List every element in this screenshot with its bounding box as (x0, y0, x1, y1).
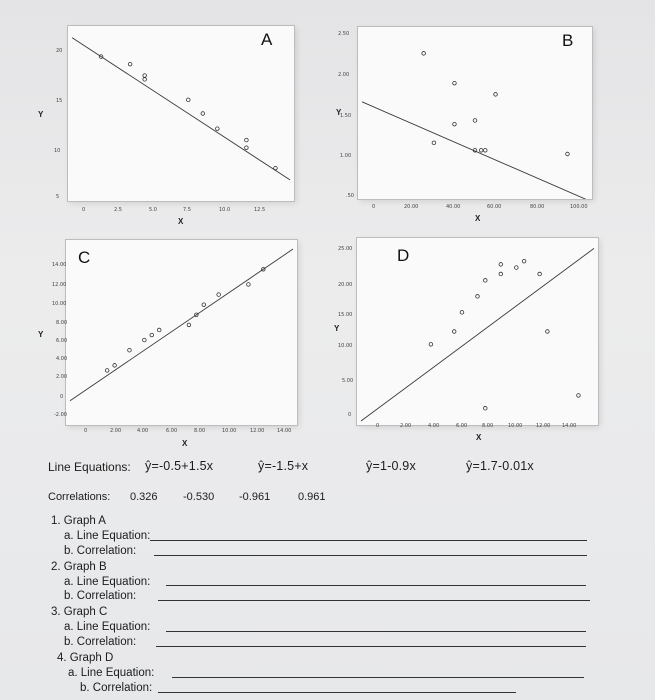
scatterplot-b (358, 27, 592, 199)
x-tick: 14.00 (277, 428, 292, 434)
correlation-prompt: b. Correlation: (64, 545, 137, 557)
x-tick: 6.00 (456, 423, 468, 429)
data-point (515, 266, 519, 270)
answer-blank[interactable] (166, 631, 586, 632)
y-tick: 15 (56, 98, 63, 104)
data-point (128, 62, 132, 66)
x-tick: 4.00 (428, 423, 440, 429)
data-point (245, 146, 249, 150)
y-tick: 1.50 (340, 113, 352, 119)
x-tick: 60.00 (487, 204, 502, 210)
data-point (522, 259, 526, 263)
data-point (143, 78, 147, 82)
data-point (483, 406, 487, 410)
y-tick: 10 (54, 148, 61, 154)
correlation-option: 0.326 (130, 491, 158, 503)
x-tick: 12.00 (536, 423, 551, 429)
y-tick: 14.00 (52, 262, 67, 268)
data-point (479, 148, 483, 152)
data-point (432, 141, 436, 145)
equation-option: ŷ=-0.5+1.5x (145, 459, 214, 473)
plot-canvas (66, 240, 297, 425)
answer-blank[interactable] (150, 540, 587, 541)
plot-canvas (357, 238, 598, 425)
regression-line (361, 248, 594, 421)
y-tick: 10.00 (52, 301, 67, 307)
y-tick: 0 (60, 394, 64, 400)
y-tick: 5.00 (342, 378, 354, 384)
regression-line (362, 102, 588, 199)
x-tick: 2.00 (110, 428, 122, 434)
x-tick: 0 (376, 423, 380, 429)
question-heading: 2. Graph B (51, 561, 107, 573)
data-point (143, 338, 147, 342)
y-tick: 6.00 (56, 338, 68, 344)
y-tick: 8.00 (56, 320, 68, 326)
x-tick: 20.00 (404, 204, 419, 210)
line-equation-prompt: a. Line Equation: (68, 667, 155, 679)
line-equation-prompt: a. Line Equation: (64, 530, 151, 542)
y-tick: 0 (348, 412, 352, 418)
y-tick: 1.00 (340, 153, 352, 159)
equation-option: ŷ=-1.5+x (258, 459, 309, 473)
line-equation-prompt: a. Line Equation: (64, 576, 151, 588)
y-tick: .50 (346, 193, 354, 199)
x-tick: 0 (82, 207, 86, 213)
x-tick: 6.00 (166, 428, 178, 434)
x-tick: 5.0 (149, 207, 157, 213)
data-point (128, 348, 132, 352)
plot-canvas (358, 27, 592, 199)
y-axis-label: Y (38, 330, 44, 339)
data-point (577, 394, 581, 398)
x-tick: 10.00 (222, 428, 237, 434)
data-point (186, 98, 190, 102)
data-point (216, 127, 220, 131)
y-tick: 25.00 (338, 246, 353, 252)
question-heading: 4. Graph D (57, 652, 114, 664)
correlation-prompt: b. Correlation: (64, 590, 137, 602)
scatterplot-a (68, 26, 294, 201)
y-axis-label: Y (336, 108, 342, 117)
data-point (217, 293, 221, 297)
x-tick: 0 (84, 428, 88, 434)
regression-line (72, 38, 290, 180)
correlations-label: Correlations: (48, 491, 111, 503)
y-tick: 4.00 (56, 356, 68, 362)
correlation-option: -0.961 (239, 491, 271, 503)
plot-canvas (68, 26, 294, 201)
question-heading: 3. Graph C (51, 606, 108, 618)
x-tick: 10.0 (219, 207, 231, 213)
data-point (452, 330, 456, 334)
answer-blank[interactable] (156, 646, 586, 647)
equation-option: ŷ=1.7-0.01x (466, 459, 534, 473)
correlation-prompt: b. Correlation: (64, 636, 137, 648)
x-tick: 12.5 (254, 207, 266, 213)
graph-letter: C (78, 248, 91, 267)
question-heading: 1. Graph A (51, 515, 106, 527)
data-point (422, 52, 426, 56)
data-point (566, 152, 570, 156)
x-tick: 14.00 (562, 423, 577, 429)
y-tick: 15.00 (338, 312, 353, 318)
scatterplot-d (357, 238, 598, 425)
x-axis-label: X (178, 217, 184, 226)
correlation-option: 0.961 (298, 491, 326, 503)
answer-blank[interactable] (158, 692, 516, 693)
answer-blank[interactable] (158, 600, 590, 601)
x-axis-label: X (182, 439, 188, 448)
data-point (429, 342, 433, 346)
data-point (546, 330, 550, 334)
data-point (494, 93, 498, 97)
data-point (201, 112, 205, 116)
data-point (245, 138, 249, 142)
y-tick: 20 (56, 48, 63, 54)
correlation-option: -0.530 (183, 491, 215, 503)
line-equation-prompt: a. Line Equation: (64, 621, 151, 633)
answer-blank[interactable] (172, 677, 584, 678)
data-point (473, 119, 477, 123)
correlation-prompt: b. Correlation: (80, 682, 153, 694)
x-axis-label: X (475, 214, 481, 223)
scatterplot-c (66, 240, 297, 425)
data-point (143, 74, 147, 78)
data-point (113, 364, 117, 368)
y-axis-label: Y (334, 324, 340, 333)
data-point (476, 295, 480, 299)
y-tick: -2.00 (54, 412, 67, 418)
x-tick: 12.00 (250, 428, 265, 434)
x-tick: 8.00 (482, 423, 494, 429)
data-point (499, 263, 503, 267)
data-point (453, 81, 457, 85)
data-point (483, 148, 487, 152)
data-point (499, 272, 503, 276)
y-tick: 2.00 (56, 374, 68, 380)
answer-blank[interactable] (166, 585, 586, 586)
regression-line (70, 249, 293, 401)
x-tick: 10.00 (508, 423, 523, 429)
data-point (483, 279, 487, 283)
y-tick: 12.00 (52, 282, 67, 288)
data-point (150, 333, 154, 337)
graph-letter: A (261, 30, 273, 49)
x-tick: 100.00 (570, 204, 588, 210)
x-tick: 2.00 (400, 423, 412, 429)
data-point (105, 369, 109, 373)
y-tick: 2.50 (338, 31, 350, 37)
x-tick: 2.5 (114, 207, 122, 213)
graph-letter: B (562, 31, 574, 50)
y-tick: 20.00 (338, 282, 353, 288)
x-tick: 40.00 (446, 204, 461, 210)
y-tick: 10.00 (338, 343, 353, 349)
data-point (202, 303, 206, 307)
data-point (247, 283, 251, 287)
equation-option: ŷ=1-0.9x (366, 459, 416, 473)
x-tick: 8.00 (194, 428, 206, 434)
y-tick: 5 (56, 194, 60, 200)
data-point (157, 328, 161, 332)
graph-letter: D (397, 246, 410, 265)
data-point (460, 311, 464, 315)
line-equations-label: Line Equations: (48, 460, 131, 474)
data-point (538, 272, 542, 276)
x-axis-label: X (476, 433, 482, 442)
data-point (274, 166, 278, 170)
x-tick: 80.00 (530, 204, 545, 210)
x-tick: 0 (372, 204, 376, 210)
x-tick: 7.5 (183, 207, 191, 213)
y-axis-label: Y (38, 110, 44, 119)
x-tick: 4.00 (137, 428, 149, 434)
y-tick: 2.00 (338, 72, 350, 78)
answer-blank[interactable] (154, 555, 587, 556)
data-point (187, 323, 191, 327)
data-point (453, 122, 457, 126)
